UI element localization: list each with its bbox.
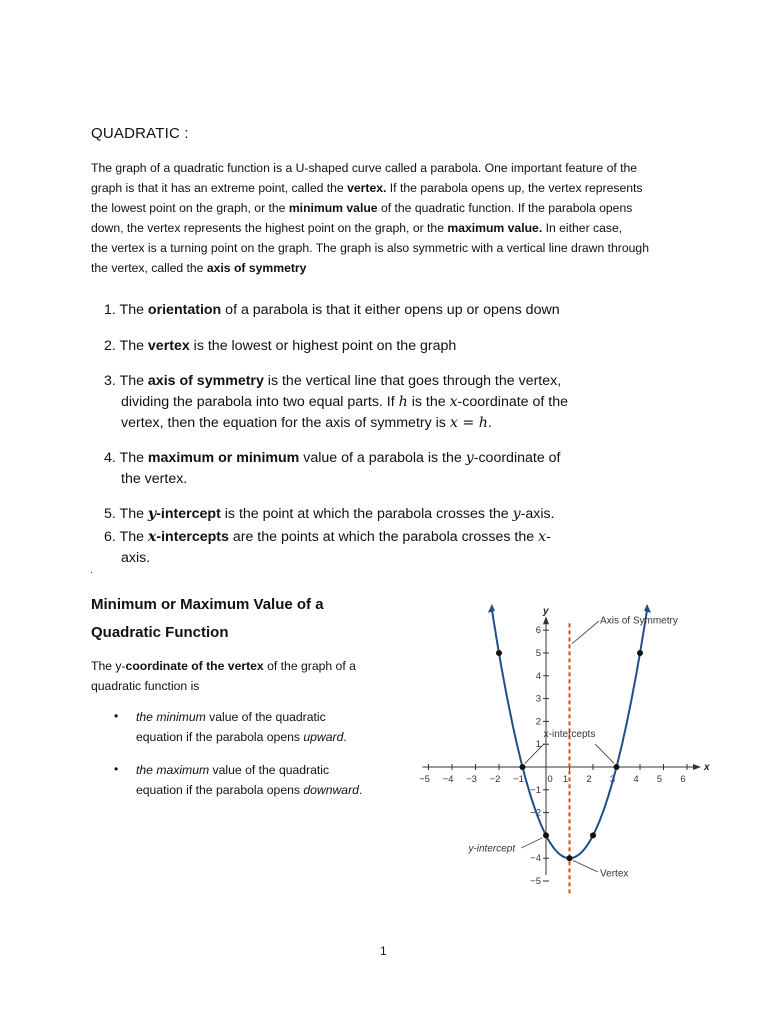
y-tick-label: −4 (530, 853, 541, 865)
x-tick-label: 0 (547, 774, 553, 785)
data-point (614, 764, 620, 770)
x-tick-label: −4 (442, 774, 454, 785)
x-tick-label: −2 (489, 774, 501, 785)
x-axis-label: x (704, 762, 710, 773)
data-point (543, 832, 549, 838)
x-tick-label: 1 (562, 774, 569, 785)
data-point (590, 832, 596, 838)
property-item: 4. The maximum or minimum value of a parabola is the y-coordinate of the vertex. (104, 450, 561, 487)
x-intercept-pointer (595, 744, 614, 763)
y-intercept-label: y-intercept (468, 843, 516, 855)
property-item: 3. The axis of symmetry is the vertical line that goes through the vertex, dividing the parabola into two equal parts. If h is the x-coordinate of the vertex, then the equation for the axis of symmetry is x = h. (104, 373, 568, 431)
stray-dot: . (90, 565, 93, 576)
vertex-label: Vertex (600, 868, 629, 880)
y-tick-label: 3 (535, 693, 541, 705)
x-tick-label: −5 (419, 774, 430, 785)
bullet-marker: • (114, 709, 119, 723)
x-tick-label: 6 (680, 774, 686, 785)
y-axis-label: y (543, 606, 549, 618)
axis-label-pointer (572, 621, 599, 644)
y-intercept-pointer (521, 838, 542, 848)
x-intercept-pointer (525, 744, 544, 763)
x-tick-label: −1 (513, 774, 524, 785)
curve-arrow-right (644, 604, 651, 613)
data-point (567, 855, 573, 861)
page-heading: QUADRATIC : (91, 125, 189, 142)
intro-line: The graph of a quadratic function is a U-shaped curve called a parabola. One important feature of the (91, 161, 638, 175)
y-tick-label: 4 (535, 670, 541, 682)
x-tick-label: 5 (656, 774, 663, 785)
data-point (520, 764, 526, 770)
x-axis-arrow (693, 764, 701, 770)
axis-of-symmetry-label: Axis of Symmetry (600, 615, 678, 627)
intro-paragraph (91, 158, 691, 278)
intro-line: the vertex is a turning point on the graph. The graph is also symmetric with a vertical line drawn through (91, 241, 649, 255)
y-tick-label: −2 (530, 807, 541, 819)
intro-line: the lowest point on the graph, or the minimum value of the quadratic function. If the parabola opens (91, 201, 633, 215)
property-item: 2. The vertex is the lowest or highest point on the graph (104, 338, 457, 354)
y-tick-label: 1 (535, 739, 541, 751)
vertex-pointer (573, 860, 598, 871)
x-tick-label: 2 (586, 774, 592, 785)
property-item: 6. The x-intercepts are the points at which the parabola crosses the x- axis. (104, 529, 551, 566)
parabola-graph (416, 596, 710, 887)
y-tick-label: −1 (530, 784, 541, 796)
x-tick-label: 4 (633, 774, 639, 785)
bullet-marker: • (114, 762, 119, 776)
curve-arrow-left (488, 604, 495, 613)
y-axis-arrow (543, 616, 549, 624)
y-tick-label: 5 (535, 648, 541, 659)
intro-line: graph is that it has an extreme point, called the vertex. If the parabola opens up, the vertex represents (91, 181, 643, 195)
page-number: 1 (380, 944, 387, 958)
minmax-heading: Minimum or Maximum Value of a Quadratic Function (91, 596, 324, 641)
y-tick-label: 6 (535, 625, 541, 637)
data-point (496, 650, 502, 656)
property-item: 5. The y-intercept is the point at which the parabola crosses the y-axis. (104, 506, 555, 522)
bullet-text: the minimum value of the quadratic equation if the parabola opens upward. (136, 710, 347, 744)
y-tick-label: −5 (530, 876, 541, 887)
x-tick-label: 3 (609, 774, 616, 785)
minmax-description: The y-coordinate of the vertex of the graph of a quadratic function is (91, 659, 356, 693)
bullet-text: the maximum value of the quadratic equation if the parabola opens downward. (136, 763, 363, 797)
x-tick-label: −3 (466, 774, 477, 785)
property-item: 1. The orientation of a parabola is that it either opens up or opens down (104, 302, 560, 318)
data-point (637, 650, 643, 656)
intro-line: down, the vertex represents the highest point on the graph, or the maximum value. In either case, (91, 221, 623, 235)
y-tick-label: 2 (535, 716, 541, 728)
intro-line: the vertex, called the axis of symmetry (91, 261, 307, 275)
x-intercepts-label: x-intercepts (543, 728, 596, 740)
